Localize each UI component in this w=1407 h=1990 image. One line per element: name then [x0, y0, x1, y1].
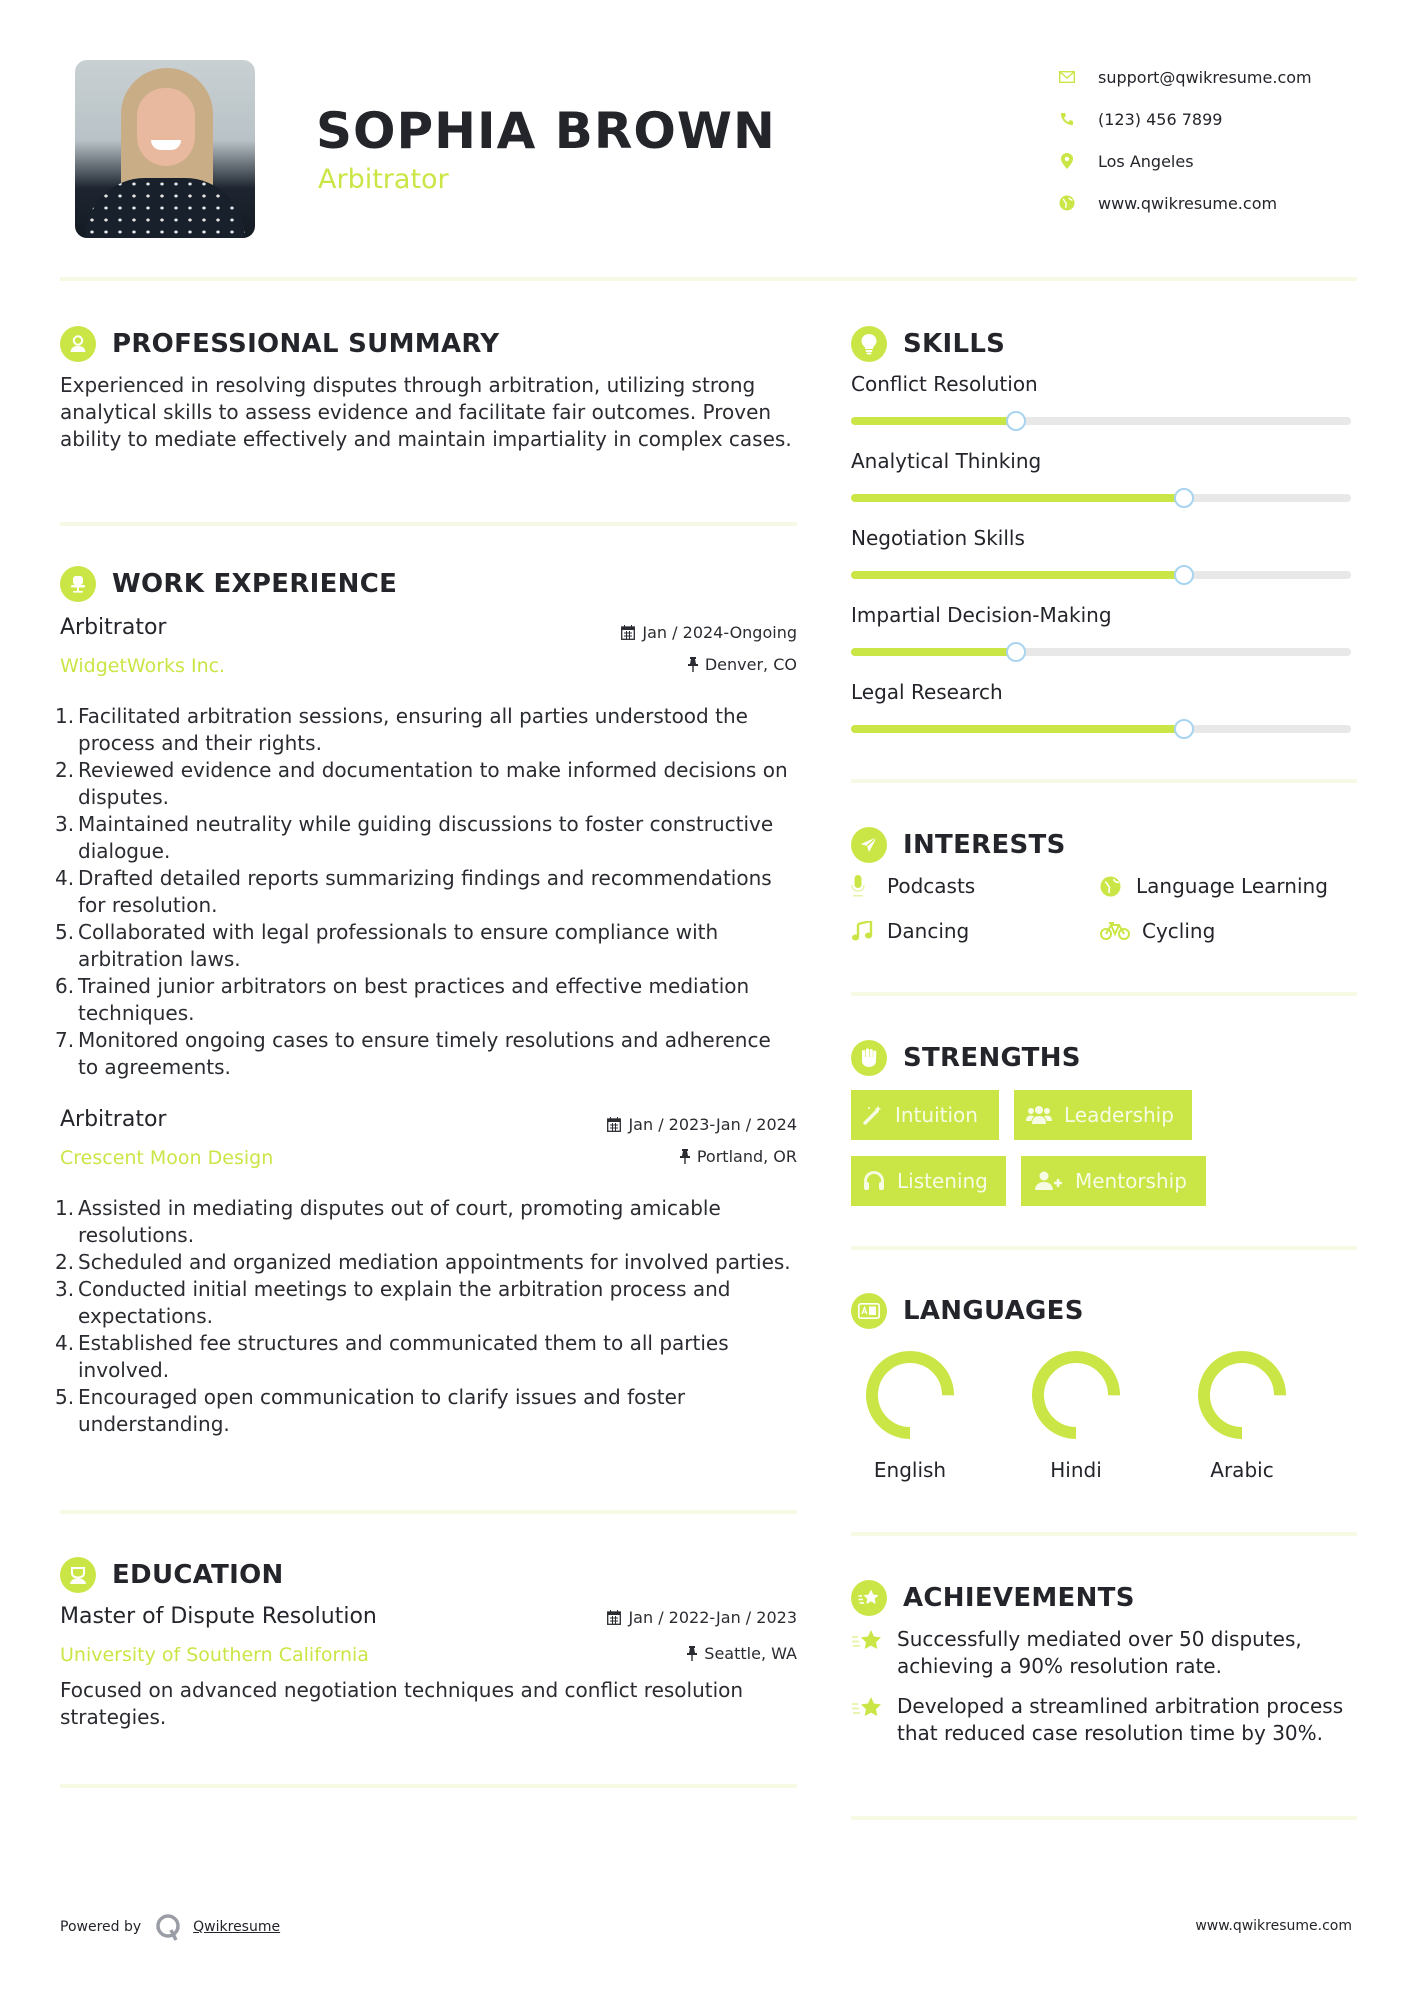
job-location — [688, 655, 797, 674]
achievement-item — [851, 1693, 1351, 1747]
interest-item — [851, 919, 969, 943]
job-bullet: Established fee structures and communicated them to all parties involved. — [78, 1331, 729, 1382]
job-bullet: Drafted detailed reports summarizing findings and recommendations for resolution. — [78, 866, 772, 917]
lightbulb-icon — [851, 326, 887, 362]
education-heading — [60, 1557, 284, 1593]
calendar-icon — [607, 1610, 621, 1625]
language-item — [1026, 1350, 1126, 1482]
achievements-divider — [851, 1816, 1357, 1820]
headphones-icon — [863, 1171, 885, 1191]
contact-info — [1058, 56, 1358, 224]
pushpin-icon — [680, 1149, 690, 1164]
achievement-text: Successfully mediated over 50 disputes, achieving a 90% resolution rate. — [897, 1627, 1302, 1678]
job-bullet: Reviewed evidence and documentation to make informed decisions on disputes. — [78, 758, 788, 809]
job-dates — [621, 623, 797, 642]
job-bullet: Maintained neutrality while guiding discussions to foster constructive dialogue. — [78, 812, 774, 863]
skill-bar-knob — [1174, 488, 1194, 508]
candidate-name: SOPHIA BROWN — [316, 102, 776, 160]
education-entry — [60, 1604, 797, 1676]
skill-bar-fill — [851, 725, 1184, 733]
experience-divider — [60, 1510, 797, 1514]
skill-bar-fill — [851, 571, 1184, 579]
globe-icon — [1058, 194, 1076, 212]
bicycle-icon — [1100, 922, 1132, 940]
photo-face — [137, 88, 195, 166]
skill-bar-knob — [1174, 565, 1194, 585]
skill-bar-knob — [1174, 719, 1194, 739]
education-location — [687, 1644, 797, 1663]
skill-bar-knob — [1006, 411, 1026, 431]
job-bullet: Encouraged open communication to clarify issues and foster understanding. — [78, 1385, 686, 1436]
job-bullet: Collaborated with legal professionals to ensure compliance with arbitration laws. — [78, 920, 719, 971]
strengths-heading-text: STRENGTHS — [903, 1043, 1081, 1073]
job-dates — [607, 1115, 797, 1134]
shooting-star-icon — [851, 1693, 885, 1747]
language-progress-ring — [1197, 1350, 1287, 1440]
language-item — [860, 1350, 960, 1482]
job-dates-text: Jan / 2023-Jan / 2024 — [628, 1115, 797, 1134]
education-dates — [607, 1608, 797, 1627]
photo-shirt — [85, 178, 245, 238]
school: University of Southern California — [60, 1644, 369, 1666]
contact-email-text: support@qwikresume.com — [1098, 67, 1312, 87]
interest-item — [1100, 919, 1215, 943]
job-dates-text: Jan / 2024-Ongoing — [642, 623, 797, 642]
raised-fist-icon — [851, 1040, 887, 1076]
qwikresume-logo-icon — [155, 1912, 183, 1942]
languages-divider — [851, 1532, 1357, 1536]
strength-badge — [1014, 1090, 1192, 1140]
pushpin-icon — [687, 1646, 697, 1661]
language-progress-ring — [865, 1350, 955, 1440]
calendar-icon — [607, 1117, 621, 1132]
language-item — [1192, 1350, 1292, 1482]
interest-item — [1100, 874, 1328, 898]
job-bullet: Facilitated arbitration sessions, ensuring all parties understood the process and their rights. — [78, 704, 748, 755]
skills-divider — [851, 779, 1357, 783]
education-dates-text: Jan / 2022-Jan / 2023 — [628, 1608, 797, 1627]
graduate-icon — [60, 1557, 96, 1593]
strength-badge — [851, 1090, 999, 1140]
contact-email[interactable] — [1058, 56, 1358, 98]
summary-text: Experienced in resolving disputes through arbitration, utilizing strong analytical skills to assess evidence and facilitate fair outcomes. Proven ability to mediate effectively and maintain impartiality in complex cases. — [60, 373, 792, 451]
skill-bar — [851, 571, 1351, 579]
skill-bar — [851, 648, 1351, 656]
job-bullet: Conducted initial meetings to explain the arbitration process and expectations. — [78, 1277, 731, 1328]
strength-label: Intuition — [895, 1103, 978, 1127]
achievement-text: Developed a streamlined arbitration process that reduced case resolution time by 30%. — [897, 1694, 1344, 1745]
shooting-star-icon — [851, 1580, 887, 1616]
job-bullets — [60, 1195, 797, 1438]
job-location — [680, 1147, 797, 1166]
strength-label: Listening — [897, 1169, 988, 1193]
job-bullet: Scheduled and organized mediation appointments for involved parties. — [78, 1250, 791, 1274]
user-icon — [60, 326, 96, 362]
strength-label: Mentorship — [1075, 1169, 1187, 1193]
calendar-icon — [621, 625, 635, 640]
summary-heading-text: PROFESSIONAL SUMMARY — [112, 329, 500, 359]
job-location-text: Portland, OR — [696, 1147, 797, 1166]
achievements-heading-text: ACHIEVEMENTS — [903, 1583, 1135, 1613]
interest-label: Cycling — [1142, 919, 1216, 943]
skill-label: Legal Research — [851, 680, 1003, 704]
job-company: Crescent Moon Design — [60, 1147, 274, 1169]
strengths-divider — [851, 1246, 1357, 1250]
contact-website[interactable] — [1058, 182, 1358, 224]
contact-location — [1058, 140, 1358, 182]
globe-icon — [1100, 876, 1126, 897]
microphone-icon — [851, 875, 877, 897]
achievement-item — [851, 1626, 1351, 1680]
phone-icon — [1058, 110, 1076, 128]
strength-badge — [1021, 1156, 1206, 1206]
skill-label: Conflict Resolution — [851, 372, 1038, 396]
skill-label: Impartial Decision-Making — [851, 603, 1112, 627]
skill-bar — [851, 494, 1351, 502]
skill-bar — [851, 725, 1351, 733]
map-pin-icon — [1058, 152, 1076, 170]
header-divider — [60, 277, 1357, 281]
job-entry — [60, 615, 797, 1081]
summary-heading — [60, 326, 499, 362]
contact-location-text: Los Angeles — [1098, 151, 1194, 171]
skill-label: Analytical Thinking — [851, 449, 1042, 473]
achievements-heading — [851, 1580, 1135, 1616]
translate-icon — [851, 1293, 887, 1329]
languages-heading — [851, 1293, 1084, 1329]
skill-bar-knob — [1006, 642, 1026, 662]
interests-heading-text: INTERESTS — [903, 830, 1066, 860]
language-label: Hindi — [1050, 1458, 1102, 1482]
strength-label: Leadership — [1064, 1103, 1174, 1127]
job-bullet: Trained junior arbitrators on best practices and effective mediation techniques. — [78, 974, 750, 1025]
pushpin-icon — [688, 657, 698, 672]
skills-heading — [851, 326, 1005, 362]
education-description: Focused on advanced negotiation techniques and conflict resolution strategies. — [60, 1678, 744, 1729]
interests-heading — [851, 827, 1066, 863]
education-location-text: Seattle, WA — [704, 1644, 797, 1663]
experience-heading-text: WORK EXPERIENCE — [112, 569, 398, 599]
language-label: English — [873, 1458, 947, 1482]
job-title: Arbitrator — [60, 1107, 167, 1132]
powered-by-label: Powered by — [60, 1919, 142, 1935]
interest-label: Dancing — [887, 919, 970, 943]
skill-bar — [851, 417, 1351, 425]
education-divider — [60, 1784, 797, 1788]
job-company: WidgetWorks Inc. — [60, 655, 226, 677]
shooting-star-icon — [851, 1626, 885, 1680]
qwikresume-link[interactable]: Qwikresume — [193, 1919, 281, 1935]
language-progress-ring — [1031, 1350, 1121, 1440]
footer-url[interactable]: www.qwikresume.com — [1195, 1918, 1352, 1934]
magic-wand-icon — [863, 1105, 883, 1125]
interests-divider — [851, 992, 1357, 996]
job-entry — [60, 1107, 797, 1438]
paper-plane-icon — [851, 827, 887, 863]
skill-label: Negotiation Skills — [851, 526, 1025, 550]
candidate-title: Arbitrator — [318, 164, 449, 195]
contact-website-text: www.qwikresume.com — [1098, 193, 1278, 213]
footer-powered-by — [60, 1912, 280, 1942]
skills-heading-text: SKILLS — [903, 329, 1006, 359]
education-heading-text: EDUCATION — [112, 1560, 284, 1590]
degree: Master of Dispute Resolution — [60, 1604, 377, 1629]
contact-phone-text: (123) 456 7899 — [1098, 109, 1223, 129]
skill-bar-fill — [851, 417, 1016, 425]
skill-bar-fill — [851, 648, 1016, 656]
interest-item — [851, 874, 975, 898]
job-bullet: Assisted in mediating disputes out of court, promoting amicable resolutions. — [78, 1196, 721, 1247]
languages-heading-text: LANGUAGES — [903, 1296, 1084, 1326]
job-title: Arbitrator — [60, 615, 167, 640]
office-chair-icon — [60, 566, 96, 602]
experience-heading — [60, 566, 397, 602]
interest-label: Podcasts — [887, 874, 976, 898]
summary-divider — [60, 522, 797, 526]
user-plus-icon — [1035, 1171, 1063, 1191]
strength-badge — [851, 1156, 1006, 1206]
skill-bar-fill — [851, 494, 1184, 502]
language-label: Arabic — [1210, 1458, 1274, 1482]
job-bullet: Monitored ongoing cases to ensure timely resolutions and adherence to agreements. — [78, 1028, 771, 1079]
job-bullets — [60, 703, 797, 1081]
job-location-text: Denver, CO — [704, 655, 797, 674]
profile-photo — [75, 60, 255, 238]
music-note-icon — [851, 921, 877, 941]
interest-label: Language Learning — [1136, 874, 1328, 898]
strengths-heading — [851, 1040, 1081, 1076]
envelope-icon — [1058, 68, 1076, 86]
contact-phone[interactable] — [1058, 98, 1358, 140]
users-icon — [1026, 1105, 1052, 1125]
